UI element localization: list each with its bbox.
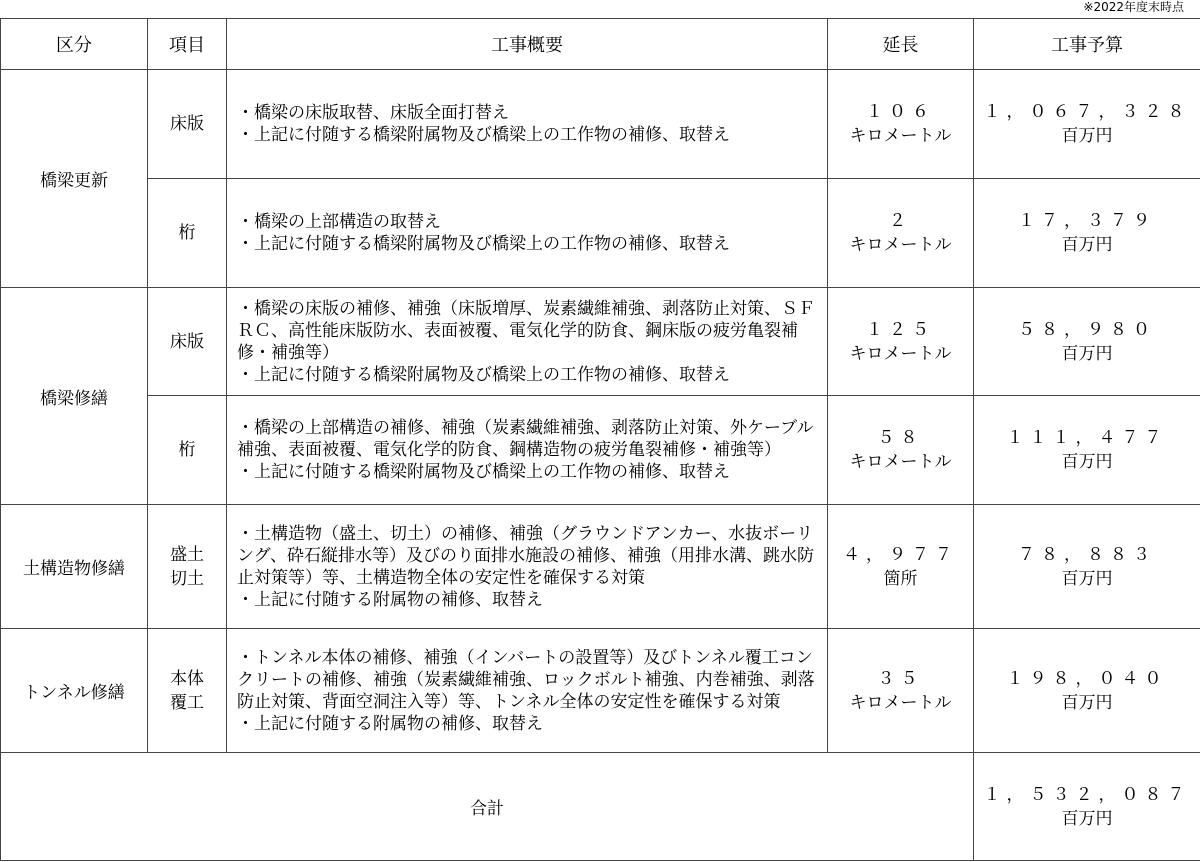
item-cell [148,288,227,396]
item-cell [148,179,227,288]
item-line: 盛土 [170,544,204,565]
item-line: 切土 [170,568,204,589]
budget-unit: 百万円 [1061,692,1113,713]
budget-cell [974,629,1200,753]
header-division: 区分 [1,19,148,70]
item-cell [148,505,227,629]
header-budget: 工事予算 [974,19,1200,70]
table-row [1,505,1200,629]
summary-cell [227,70,828,179]
item-line: 覆工 [170,692,204,713]
summary-cell [227,505,828,629]
summary-line: ・橋梁の床版取替、床版全面打替え [237,103,509,123]
length-cell [828,396,974,505]
length-value: ５８ [877,428,924,448]
header-summary: 工事概要 [227,19,828,70]
summary-line: ・橋梁の上部構造の補修、補強（炭素繊維補強、剥落防止対策、外ケーブル補強、表面被覆、電気化学的防食、鋼構造物の疲労亀裂補修・補強等） [237,418,814,460]
summary-cell [227,179,828,288]
item-cell [148,629,227,753]
budget-unit: 百万円 [1061,568,1113,589]
division-cell: 橋梁修繕 [1,288,148,505]
length-value: ３５ [877,668,924,689]
budget-unit: 百万円 [1061,452,1113,472]
budget-cell [974,70,1200,179]
length-value: １０６ [866,102,935,122]
summary-line: ・トンネル本体の補修、補強（インバートの設置等）及びトンネル覆工コンクリートの補修、補強（炭素繊維補強、ロックボルト補強、内巻補強、剥落防止対策、背面空洞注入等）等、トンネル全体の安定性を確保する対策 [237,647,815,712]
summary-line: ・上記に付随する橋梁附属物及び橋梁上の工作物の補修、取替え [237,364,730,385]
item-line: 床版 [170,331,204,352]
budget-value: １７，３７９ [1018,211,1156,231]
length-unit: キロメートル [849,235,952,255]
table-row [1,396,1200,505]
total-row [1,753,1200,861]
item-cell [148,396,227,505]
division-cell: 土構造物修繕 [1,505,148,629]
budget-cell [974,179,1200,288]
length-unit: キロメートル [849,692,952,713]
budget-cell [974,396,1200,505]
table-row [1,629,1200,753]
summary-line: ・上記に付随する附属物の補修、取替え [237,589,543,610]
length-value: ４，９７７ [843,544,958,565]
budget-cell [974,505,1200,629]
summary-line: ・上記に付随する橋梁附属物及び橋梁上の工作物の補修、取替え [237,234,730,254]
table-row [1,288,1200,396]
summary-line: ・上記に付随する附属物の補修、取替え [237,713,543,734]
total-budget-value: １，５３２，０８７ [983,784,1191,805]
table-row [1,179,1200,288]
length-unit: キロメートル [849,343,952,364]
header-length: 延長 [828,19,974,70]
budget-value: ７８，８８３ [1018,544,1156,565]
summary-cell [227,396,828,505]
header-item: 項目 [148,19,227,70]
total-budget-cell [974,753,1200,861]
budget-value: １，０６７，３２８ [983,102,1191,122]
budget-cell [974,288,1200,396]
item-line: 床版 [170,114,204,134]
item-cell [148,70,227,179]
length-cell [828,70,974,179]
summary-line: ・土構造物（盛土、切土）の補修、補強（グラウンドアンカー、水抜ボーリング、砕石縦排水等）及びのり面排水施設の補修、補強（用排水溝、跳水防止対策等）等、土構造物全体の安定性を確保する対策 [237,523,814,588]
summary-line: ・橋梁の上部構造の取替え [237,212,441,232]
budget-unit: 百万円 [1061,343,1113,364]
as-of-note: ※2022年度末時点 [1083,0,1184,14]
table-row [1,70,1200,179]
budget-value: １１１，４７７ [1006,428,1168,448]
table-header-row [1,19,1200,70]
division-cell: トンネル修繕 [1,629,148,753]
budget-unit: 百万円 [1061,235,1113,255]
construction-budget-table [0,18,1200,861]
summary-cell [227,629,828,753]
length-value: １２５ [866,319,935,340]
total-label: 合計 [1,753,974,861]
budget-value: １９８，０４０ [1006,668,1168,689]
budget-value: ５８，９８０ [1018,319,1156,340]
length-cell [828,288,974,396]
item-line: 桁 [178,440,196,460]
length-cell [828,505,974,629]
length-unit: 箇所 [883,568,918,589]
budget-unit: 百万円 [1061,126,1113,146]
length-unit: キロメートル [849,126,952,146]
length-unit: キロメートル [849,452,952,472]
total-budget-unit: 百万円 [1061,808,1113,829]
length-cell [828,179,974,288]
division-cell: 橋梁更新 [1,70,148,288]
summary-cell [227,288,828,396]
item-line: 桁 [178,223,196,243]
length-cell [828,629,974,753]
length-value: ２ [889,211,912,231]
item-line: 本体 [170,668,204,689]
summary-line: ・上記に付随する橋梁附属物及び橋梁上の工作物の補修、取替え [237,462,730,482]
summary-line: ・上記に付随する橋梁附属物及び橋梁上の工作物の補修、取替え [237,125,730,145]
summary-line: ・橋梁の床版の補修、補強（床版増厚、炭素繊維補強、剥落防止対策、ＳＦＲＣ、高性能床版防水、表面被覆、電気化学的防食、鋼床版の疲労亀裂補修・補強等） [237,298,815,363]
